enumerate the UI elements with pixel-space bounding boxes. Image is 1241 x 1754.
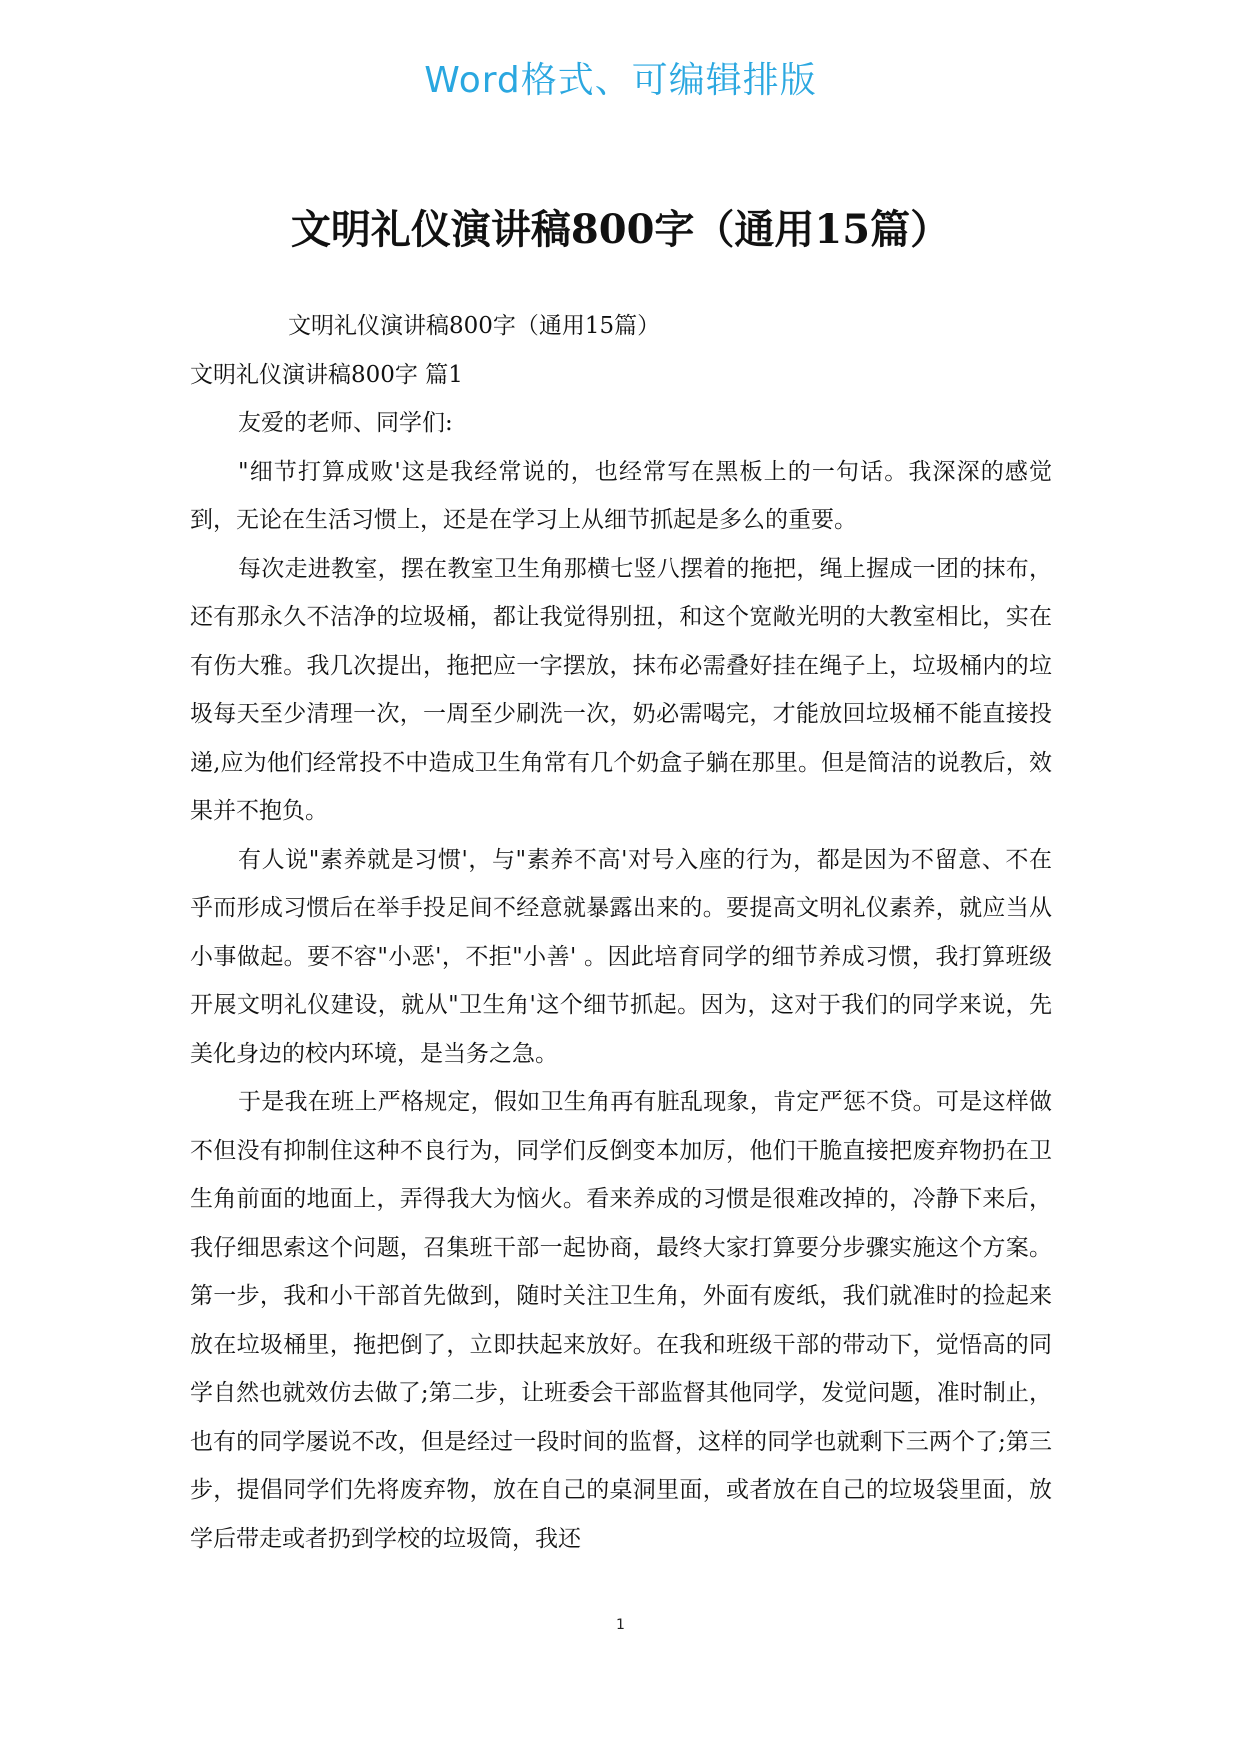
paragraph-2: 每次走进教室，摆在教室卫生角那横七竖八摆着的拖把，绳上握成一团的抹布，还有那永久不洁净的垃圾桶，都让我觉得别扭，和这个宽敞光明的大教室相比，实在有伤大雅。我几次提出，拖把应一字摆放，抹布必需叠好挂在绳子上，垃圾桶内的垃圾每天至少清理一次，一周至少刷洗一次，奶必需喝完，才能放回垃圾桶不能直接投递,应为他们经常投不中造成卫生角常有几个奶盒子躺在那里。但是简洁的说教后，效果并不抱负。: [190, 555, 1052, 824]
paragraph-1: "细节打算成败'这是我经常说的，也经常写在黑板上的一句话。我深深的感觉到，无论在生活习惯上，还是在学习上从细节抓起是多么的重要。: [190, 458, 1052, 533]
paragraph-4: 于是我在班上严格规定，假如卫生角再有脏乱现象，肯定严惩不贷。可是这样做不但没有抑制住这种不良行为，同学们反倒变本加厉，他们干脆直接把废弃物扔在卫生角前面的地面上，弄得我大为恼火。看来养成的习惯是很难改掉的，冷静下来后，我仔细思索这个问题，召集班干部一起协商，最终大家打算要分步骤实施这个方案。第一步，我和小干部首先做到，随时关注卫生角，外面有废纸，我们就准时的捡起来放在垃圾桶里，拖把倒了，立即扶起来放好。在我和班级干部的带动下，觉悟高的同学自然也就效仿去做了;第二步，让班委会干部监督其他同学，发觉问题，准时制止，也有的同学屡说不改，但是经过一段时间的监督，这样的同学也就剩下三两个了;第三步，提倡同学们先将废弃物，放在自己的桌洞里面，或者放在自己的垃圾袋里面，放学后带走或者扔到学校的垃圾筒，我还: [190, 1089, 1052, 1552]
document-title: 文明礼仪演讲稿800字（通用15篇）: [290, 206, 951, 253]
section-heading: 文明礼仪演讲稿800字 篇1: [190, 361, 463, 388]
document-body: [190, 302, 1052, 1563]
paragraph-3: 有人说"素养就是习惯'，与"素养不高'对号入座的行为，都是因为不留意、不在乎而形成习惯后在举手投足间不经意就暴露出来的。要提高文明礼仪素养，就应当从小事做起。要不容"小恶'，不拒"小善' 。因此培育同学的细节养成习惯，我打算班级开展文明礼仪建设，就从"卫生角'这个细节抓起。因为，这对于我们的同学来说，先美化身边的校内环境，是当务之急。: [190, 846, 1052, 1067]
banner-text: Word格式、可编辑排版: [424, 60, 817, 101]
document-subtitle: 文明礼仪演讲稿800字（通用15篇）: [288, 313, 661, 339]
page-number: 1: [616, 1617, 625, 1633]
salutation: 友爱的老师、同学们:: [238, 410, 453, 436]
